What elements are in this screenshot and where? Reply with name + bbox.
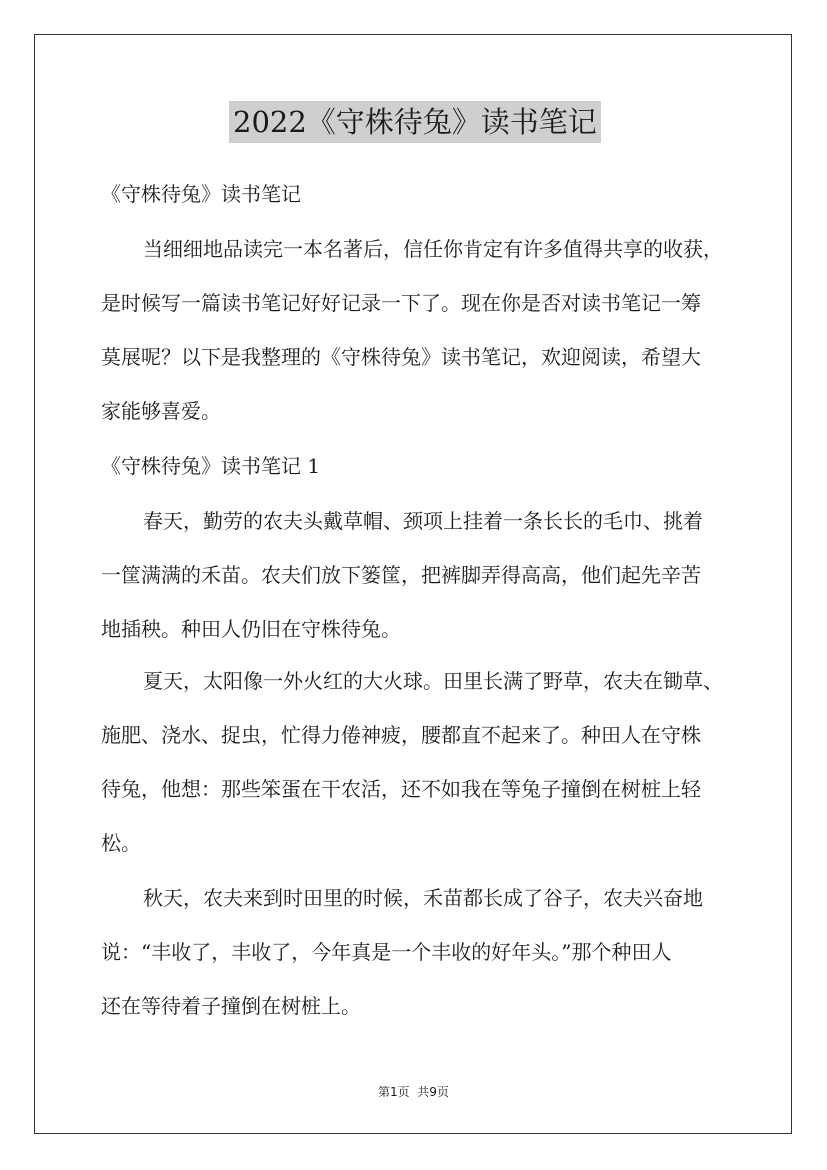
intro-line-1: 当细细地品读完一本名著后，信任你肯定有许多值得共享的收获， [143,237,723,261]
intro-line-2: 是时候写一篇读书笔记好好记录一下了。现在你是否对读书笔记一筹 [101,291,701,315]
autumn-line-2: 说：“丰收了，丰收了，今年真是一个丰收的好年头。”那个种田人 [101,940,672,964]
autumn-line-3: 还在等待着子撞倒在树桩上。 [101,994,361,1018]
page-number-footer: 第1页 共9页 [378,1085,449,1099]
summer-line-1: 夏天，太阳像一外火红的大火球。田里长满了野草，农夫在锄草、 [143,669,723,693]
summer-line-4: 松。 [101,831,141,855]
intro-line-4: 家能够喜爱。 [101,399,221,423]
subtitle: 《守株待兔》读书笔记 [101,182,301,206]
autumn-line-1: 秋天，农夫来到时田里的时候，禾苗都长成了谷子，农夫兴奋地 [143,886,703,910]
spring-line-3: 地插秧。种田人仍旧在守株待兔。 [101,617,401,641]
spring-line-1: 春天，勤劳的农夫头戴草帽、颈项上挂着一条长长的毛巾、挑着 [143,509,703,533]
intro-line-3: 莫展呢？以下是我整理的《守株待兔》读书笔记，欢迎阅读，希望大 [101,345,701,369]
summer-line-3: 待兔，他想：那些笨蛋在干农活，还不如我在等兔子撞倒在树桩上轻 [101,777,701,801]
document-title: 2022《守株待兔》读书笔记 [229,101,601,143]
summer-line-2: 施肥、浇水、捉虫，忙得力倦神疲，腰都直不起来了。种田人在守株 [101,723,701,747]
section-heading: 《守株待兔》读书笔记 1 [101,454,321,478]
spring-line-2: 一筐满满的禾苗。农夫们放下篓筐，把裤脚弄得高高，他们起先辛苦 [101,563,701,587]
